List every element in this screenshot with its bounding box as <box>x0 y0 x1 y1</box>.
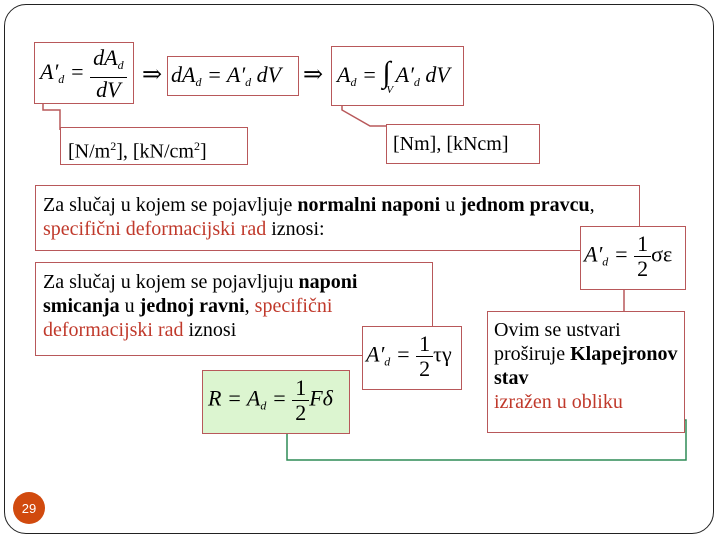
implies-arrow-1: ⇒ <box>142 62 163 88</box>
units-left-label: $[N/m^2]$, $[kN/cm^2]$ <box>68 139 207 163</box>
eq-normal-formula: $A'_d$ = $\frac{1}{2}$ σε <box>584 231 673 281</box>
para3-text: Ovim se ustvari proširuje Klapejronov stav izražen u obliku <box>494 319 678 413</box>
eq3-formula: $A_d$ = ∫ V $A'_d$ dV <box>337 56 450 96</box>
implies-arrow-2: ⇒ <box>303 62 324 88</box>
eq-clapeyron-formula: $R = A_d$ = $\frac{1}{2}$ Fδ <box>208 375 333 425</box>
eq2-formula: $dA_d = A'_d$ dV <box>171 62 282 89</box>
units-right-label: [Nm], [kNcm] <box>393 133 509 155</box>
para2-text: Za slučaj u kojem se pojavljuju naponi smicanja u jednoj ravni, specifični deformacijski rad iznosi <box>43 271 358 341</box>
para1-text: Za slučaj u kojem se pojavljuje normalni naponi u jednom pravcu, specifični deformacijski rad iznosi: <box>43 194 595 240</box>
eq-shear-formula: $A'_d$ = $\frac{1}{2}$ τγ <box>366 331 452 381</box>
eq1-formula: $A'_d$ = $\frac{dA_d}{dV}$ <box>40 46 127 102</box>
slide-number-badge: 29 <box>13 492 45 524</box>
